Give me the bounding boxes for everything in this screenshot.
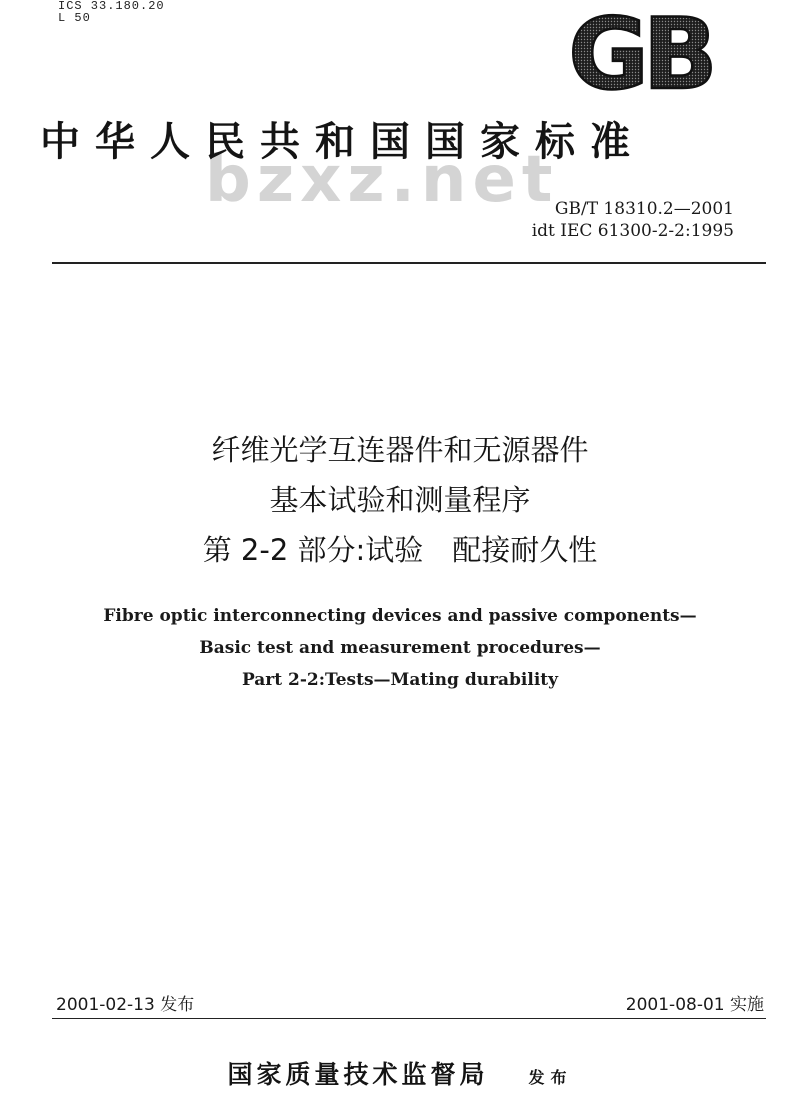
classification-codes — [58, 0, 165, 24]
gb-logo — [556, 8, 724, 98]
english-title-line-3: Part 2-2:Tests—Mating durability — [241, 670, 559, 690]
implementation-date: 2001-08-01 实施 — [625, 995, 764, 1015]
english-title-line-1: Fibre optic interconnecting devices and passive components— — [103, 606, 697, 626]
english-title — [0, 600, 800, 696]
chinese-title-line-2: 基本试验和测量程序 — [269, 483, 531, 517]
equivalent-standard: idt IEC 61300-2-2:1995 — [531, 221, 734, 241]
ccs-code: L 50 — [58, 11, 91, 25]
english-title-line-2: Basic test and measurement procedures— — [199, 638, 601, 658]
chinese-title-line-3: 第 2-2 部分:试验 配接耐久性 — [202, 533, 598, 567]
issuing-authority: 国家质量技术监督局 — [227, 1060, 489, 1089]
chinese-title — [0, 425, 800, 575]
issuer-line — [0, 1055, 800, 1091]
bottom-divider — [52, 1018, 766, 1019]
standard-number: GB/T 18310.2—2001 — [554, 199, 734, 219]
national-standard-title: 中华人民共和国国家标准 — [40, 118, 645, 165]
ics-code: ICS 33.180.20 — [58, 0, 165, 13]
issue-date: 2001-02-13 发布 — [56, 995, 195, 1015]
gb-logo-text: GB — [568, 8, 712, 98]
published-label: 发布 — [528, 1068, 573, 1087]
chinese-title-line-1: 纤维光学互连器件和无源器件 — [211, 433, 589, 467]
standard-codes — [532, 198, 734, 242]
watermark: bzxz.net — [205, 143, 559, 217]
top-divider — [52, 262, 766, 264]
